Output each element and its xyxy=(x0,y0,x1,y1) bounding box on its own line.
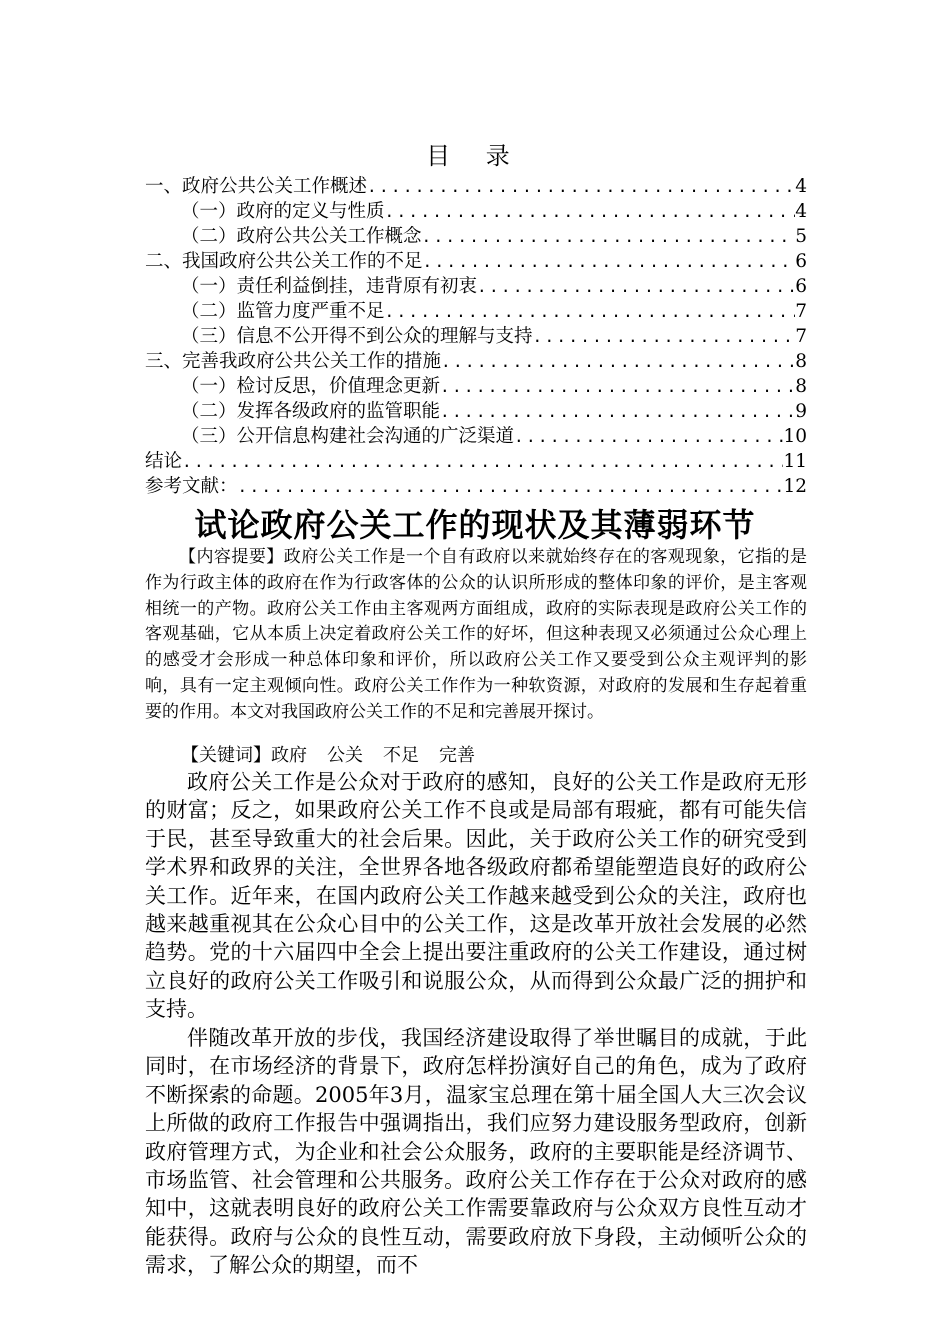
toc-leader-dots xyxy=(367,174,795,199)
toc-entry xyxy=(145,349,807,374)
keywords-line xyxy=(145,743,807,769)
toc-entry-label: （一）检讨反思，价值理念更新 xyxy=(181,376,441,397)
toc-page-number: 4 xyxy=(795,176,807,197)
toc-page-number: 4 xyxy=(795,201,807,222)
toc-entry xyxy=(145,299,807,324)
keyword: 完善 xyxy=(439,745,475,766)
toc-page-number: 6 xyxy=(795,276,807,297)
toc-leader-dots xyxy=(477,274,795,299)
toc-leader-dots xyxy=(385,199,796,224)
toc-page-number: 8 xyxy=(795,376,807,397)
toc-page-number: 8 xyxy=(795,351,807,372)
toc-entry-label: （一）政府的定义与性质 xyxy=(181,201,385,222)
toc-entry-label: 结论 xyxy=(145,451,183,472)
toc-entry-label: 一、政府公共公关工作概述 xyxy=(145,176,368,197)
toc-entry xyxy=(145,324,807,349)
toc-page-number: 5 xyxy=(795,226,807,247)
toc-leader-dots xyxy=(514,424,783,449)
toc-entry xyxy=(145,474,807,499)
toc-entry xyxy=(145,224,807,249)
toc-leader-dots xyxy=(385,299,796,324)
article-abstract: 【内容提要】政府公关工作是一个自有政府以来就始终存在的客观现象，它指的是作为行政主体的政府在作为行政客体的公众的认识所形成的整体印象的评价，是主客观相统一的产物。政府公关工作由主客观两方面组成，政府的实际表现是政府公关工作的客观基础，它从本质上决定着政府公关工作的好坏，但这种表现又必须通过公众心理上的感受才会形成一种总体印象和评价，所以政府公关工作又要受到公众主观评判的影响，具有一定主观倾向性。政府公关工作作为一种软资源，对政府的发展和生存起着重要的作用。本文对我国政府公关工作的不足和完善展开探讨。 xyxy=(145,547,807,722)
toc-page-number: 12 xyxy=(783,476,807,497)
toc-leader-dots xyxy=(533,324,796,349)
toc-entry-label: （二）政府公共公关工作概念 xyxy=(181,226,422,247)
body-paragraph: 伴随改革开放的步伐，我国经济建设取得了举世瞩目的成就，于此同时，在市场经济的背景下，政府怎样扮演好自己的角色，成为了政府不断探索的命题。2005年3月，温家宝总理在第十届全国人大三次会议上所做的政府工作报告中强调指出，我们应努力建设服务型政府，创新政府管理方式，为企业和社会公众服务，政府的主要职能是经济调节、市场监管、社会管理和公共服务。政府公关工作存在于公众对政府的感知中，这就表明良好的政府公关工作需要靠政府与公众双方良性互动才能获得。政府与公众的良性互动，需要政府放下身段，主动倾听公众的需求，了解公众的期望，而不 xyxy=(145,1026,807,1278)
toc-entry-label: 参考文献： xyxy=(145,476,238,497)
toc-entry-label: 三、完善我政府公共公关工作的措施 xyxy=(145,351,442,372)
toc-leader-dots xyxy=(440,399,795,424)
toc-page-number: 7 xyxy=(795,326,807,347)
toc-page-number: 7 xyxy=(795,301,807,322)
table-of-contents xyxy=(145,174,807,499)
keywords-label: 【关键词】 xyxy=(181,745,271,766)
toc-leader-dots xyxy=(440,374,795,399)
toc-entry-label: 二、我国政府公共公关工作的不足 xyxy=(145,251,423,272)
toc-entry xyxy=(145,249,807,274)
toc-entry xyxy=(145,199,807,224)
toc-entry-label: （二）监管力度严重不足 xyxy=(181,301,385,322)
toc-leader-dots xyxy=(238,474,784,499)
keyword: 政府 xyxy=(271,745,307,766)
toc-entry-label: （一）责任利益倒挂，违背原有初衷 xyxy=(181,276,478,297)
toc-entry-label: （三）公开信息构建社会沟通的广泛渠道 xyxy=(181,426,515,447)
toc-leader-dots xyxy=(422,224,796,249)
toc-entry-label: （二）发挥各级政府的监管职能 xyxy=(181,401,441,422)
toc-entry xyxy=(145,374,807,399)
toc-page-number: 10 xyxy=(783,426,807,447)
toc-page-number: 6 xyxy=(795,251,807,272)
toc-title: 目 录 xyxy=(426,142,524,170)
toc-entry xyxy=(145,274,807,299)
toc-entry-label: （三）信息不公开得不到公众的理解与支持 xyxy=(181,326,533,347)
article-title: 试论政府公关工作的现状及其薄弱环节 xyxy=(194,506,756,544)
toc-entry xyxy=(145,174,807,199)
body-paragraph: 政府公关工作是公众对于政府的感知，良好的公关工作是政府无形的财富；反之，如果政府公关工作不良或是局部有瑕疵，都有可能失信于民，甚至导致重大的社会后果。因此，关于政府公关工作的研究受到学术界和政界的关注，全世界各地各级政府都希望能塑造良好的政府公关工作。近年来，在国内政府公关工作越来越受到公众的关注，政府也越来越重视其在公众心目中的公关工作，这是改革开放社会发展的必然趋势。党的十六届四中全会上提出要注重政府的公关工作建设，通过树立良好的政府公关工作吸引和说服公众，从而得到公众最广泛的拥护和支持。 xyxy=(145,770,807,1022)
toc-entry xyxy=(145,399,807,424)
toc-page-number: 9 xyxy=(795,401,807,422)
toc-leader-dots xyxy=(182,449,783,474)
toc-entry xyxy=(145,424,807,449)
toc-leader-dots xyxy=(423,249,796,274)
keyword: 不足 xyxy=(383,745,419,766)
toc-leader-dots xyxy=(441,349,795,374)
keyword: 公关 xyxy=(327,745,363,766)
toc-page-number: 11 xyxy=(783,451,807,472)
toc-entry xyxy=(145,449,807,474)
